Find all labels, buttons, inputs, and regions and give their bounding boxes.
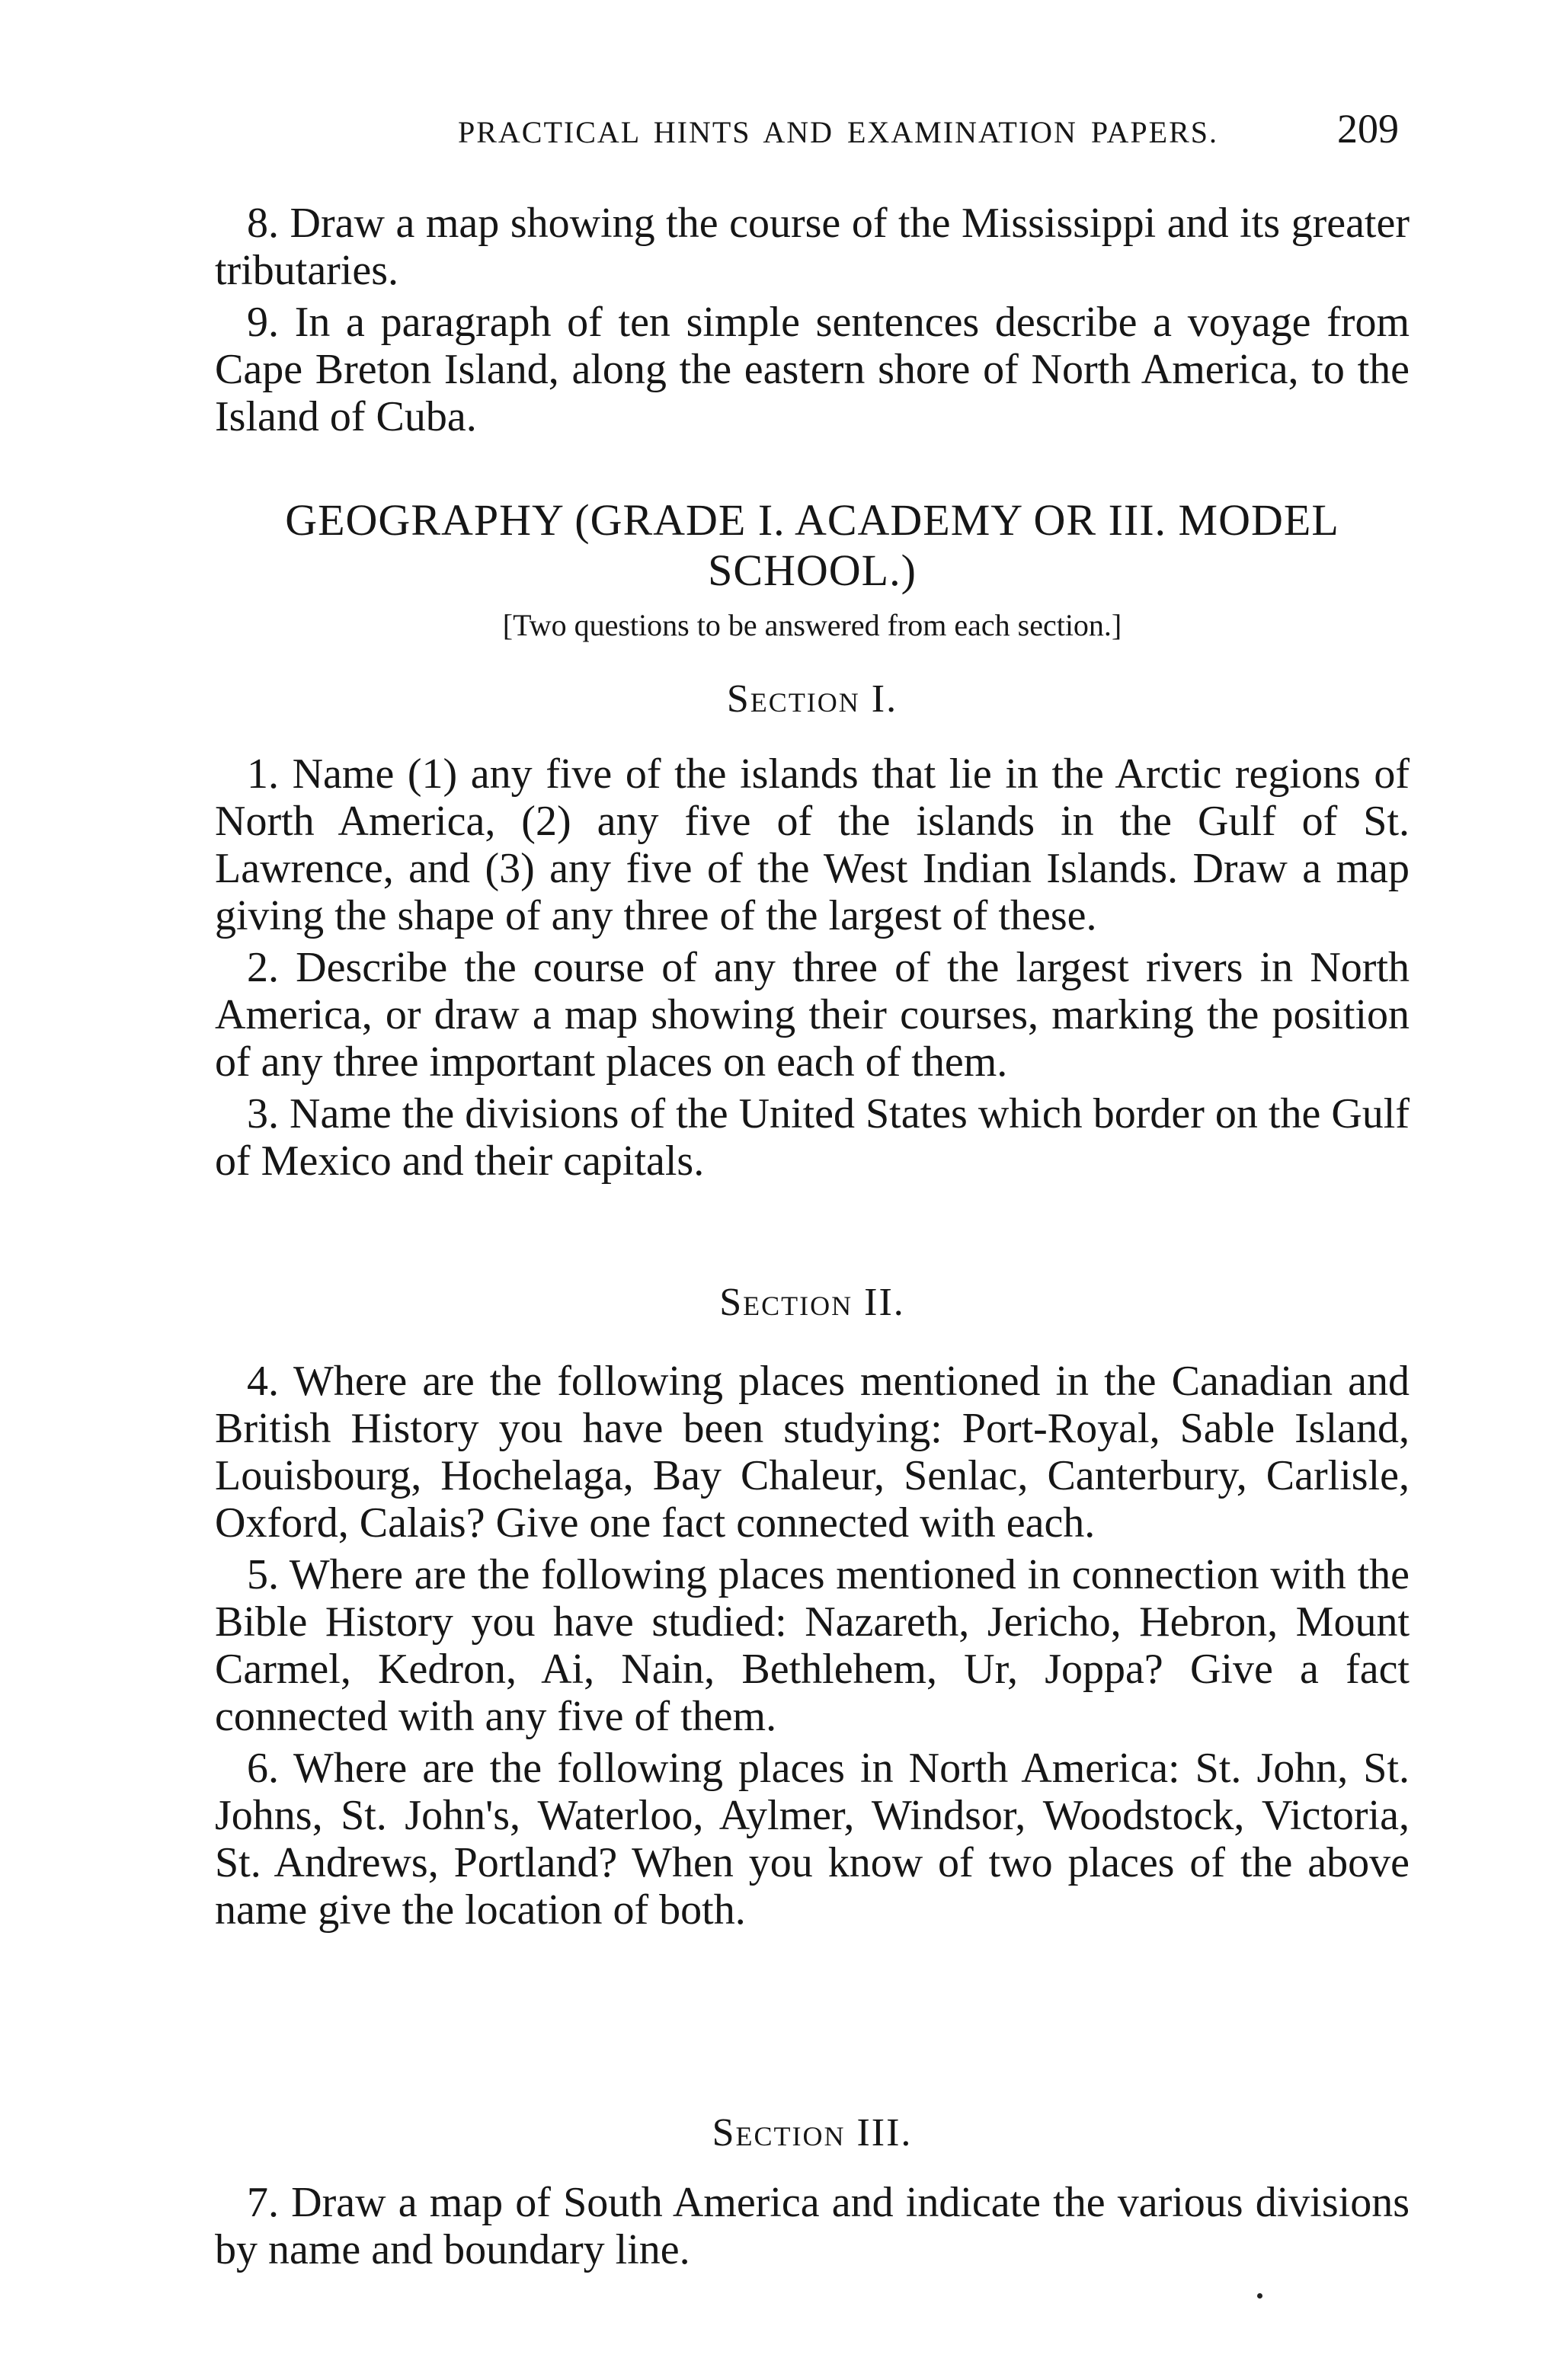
exam-instruction: [Two questions to be answered from each section.] bbox=[502, 608, 1122, 642]
continued-questions bbox=[215, 200, 1410, 440]
question-8: 8. Draw a map showing the course of the Mississippi and its greater tributaries. bbox=[215, 200, 1410, 294]
question-9: 9. In a paragraph of ten simple sentences describe a voyage from Cape Breton Island, along the eastern shore of North America, to the Island of Cuba. bbox=[215, 299, 1410, 440]
section-1 bbox=[215, 677, 1410, 722]
question-4: 4. Where are the following places mentioned in the Canadian and British History you have been studying: Port-Royal, Sable Island, Louisbourg, Hochelaga, Bay Chaleur, Senlac, Canterbury, Carlisle, Oxford, Calais? Give one fact connected with each. bbox=[215, 1358, 1410, 1547]
question-7: 7. Draw a map of South America and indicate the various divisions by name and boundary line. bbox=[215, 2179, 1410, 2273]
question-3: 3. Name the divisions of the United States which border on the Gulf of Mexico and their capitals. bbox=[215, 1090, 1410, 1185]
page-number: 209 bbox=[1337, 106, 1399, 152]
question-5: 5. Where are the following places mentioned in connection with the Bible History you have studied: Nazareth, Jericho, Hebron, Mount Carmel, Kedron, Ai, Nain, Bethlehem, Ur, Joppa? Give a fact connected with any five of them. bbox=[215, 1551, 1410, 1740]
running-head: PRACTICAL HINTS AND EXAMINATION PAPERS. bbox=[457, 115, 1218, 149]
question-6: 6. Where are the following places in North America: St. John, St. Johns, St. John's, Waterloo, Aylmer, Windsor, Woodstock, Victoria, St. Andrews, Portland? When you know of two places of the above name give the location of both. bbox=[215, 1745, 1410, 1934]
exam-header bbox=[215, 495, 1410, 645]
section-2 bbox=[215, 1280, 1410, 1326]
section-heading: Section I. bbox=[726, 677, 898, 721]
section-2-questions bbox=[215, 1358, 1410, 1934]
section-heading: Section III. bbox=[712, 2111, 913, 2155]
section-3-questions bbox=[215, 2179, 1410, 2273]
question-2: 2. Describe the course of any three of the largest rivers in North America, or draw a map showing their courses, marking the position of any three important places on each of them. bbox=[215, 944, 1410, 1086]
section-1-questions bbox=[215, 750, 1410, 1185]
print-speck bbox=[1257, 2293, 1262, 2299]
question-1: 1. Name (1) any five of the islands that lie in the Arctic regions of North America, (2) any five of the islands in the Gulf of St. Lawrence, and (3) any five of the West Indian Islands. Draw a map giving the shape of any three of the largest of these. bbox=[215, 750, 1410, 939]
section-heading: Section II. bbox=[719, 1281, 905, 1324]
exam-title: GEOGRAPHY (GRADE I. ACADEMY OR III. MODEL SCHOOL.) bbox=[285, 495, 1339, 595]
section-3 bbox=[215, 2110, 1410, 2156]
